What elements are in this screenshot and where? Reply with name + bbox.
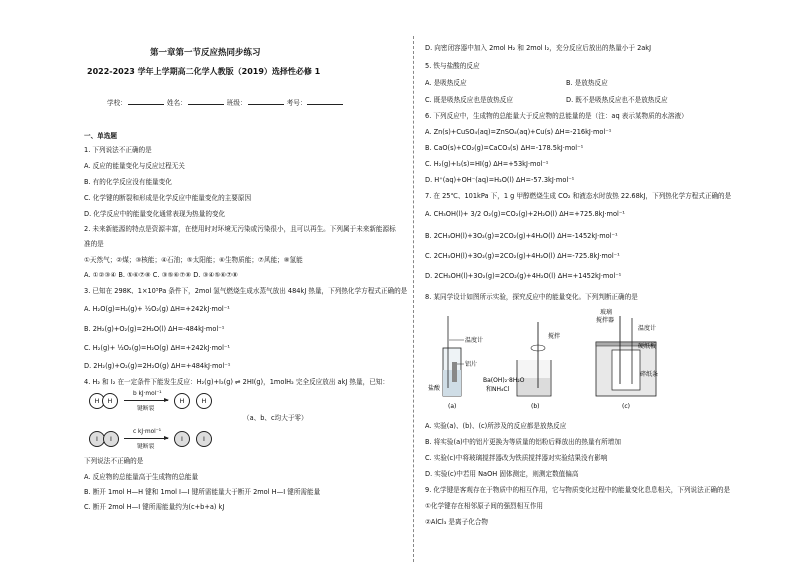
label-glass: 玻璃 xyxy=(600,309,613,316)
label-thermometer-c: 温度计 xyxy=(638,325,657,332)
i-atom: I xyxy=(89,431,105,447)
name-blank[interactable] xyxy=(188,98,224,105)
q3-option-b: B. 2H₂(g)+O₂(g)=2H₂O(l) ΔH=-484kJ·mol⁻¹ xyxy=(84,325,225,333)
experiment-c xyxy=(596,308,658,410)
q1-stem: 1. 下列说法不正确的是 xyxy=(84,146,152,154)
page-subtitle: 2022-2023 学年上学期高二化学人教版（2019）选择性必修 1 xyxy=(87,67,321,76)
q2-stem-line2: 准的是 xyxy=(84,240,104,248)
label-baoh: Ba(OH)₂·8H₂O xyxy=(483,377,525,384)
experiment-a xyxy=(428,316,483,410)
label-nh4cl: 和NH₄Cl xyxy=(486,386,510,393)
section-heading: 一、单选题 xyxy=(84,132,117,140)
bond-break-arrow xyxy=(124,438,168,439)
q7-option-b: B. 2CH₃OH(l)+3O₂(g)=2CO₂(g)+4H₂O(l) ΔH=-1452kJ·mol⁻¹ xyxy=(425,232,618,240)
q5-option-c: C. 既是吸热反应也是放热反应 xyxy=(425,96,513,104)
page-title: 第一章第一节反应热同步练习 xyxy=(150,48,261,58)
q8-option-c: C. 实验(c)中将玻璃搅拌器改为铁质搅拌器对实验结果没有影响 xyxy=(425,454,608,462)
class-label: 班级： xyxy=(226,99,247,107)
q6-stem: 6. 下列反应中，生成物的总能量大于反应物的总能量的是（注：aq 表示某物质的水溶液） xyxy=(425,112,688,120)
q8-stem: 8. 某同学设计如图所示实验，探究反应中的能量变化。下列判断正确的是 xyxy=(425,293,638,301)
q5-option-d: D. 既不是吸热反应也不是放热反应 xyxy=(566,96,668,104)
q6-option-c: C. H₂(g)+I₂(s)=HI(g) ΔH=+53kJ·mol⁻¹ xyxy=(425,160,549,168)
h-atom: H xyxy=(89,393,105,409)
q3-option-c: C. H₂(g)+ ½O₂(g)=H₂O(g) ΔH=+242kJ·mol⁻¹ xyxy=(84,344,231,352)
q3-stem: 3. 已知在 298K、1×10⁵Pa 条件下，2mol 氢气燃烧生成水蒸气放出 484kJ 热量，下列热化学方程式正确的是 xyxy=(84,287,408,295)
id-blank[interactable] xyxy=(307,98,343,105)
q4-option-d: D. 向密闭容器中加入 2mol H₂ 和 2mol I₂，充分反应后放出的热量小于 2akJ xyxy=(425,44,652,52)
q5-option-b: B. 是放热反应 xyxy=(566,79,608,87)
label-board: 硬纸板 xyxy=(638,343,657,350)
column-divider xyxy=(413,36,414,562)
q4-option-a: A. 反应物的总能量高于生成物的总能量 xyxy=(84,473,199,481)
school-blank[interactable] xyxy=(128,98,164,105)
experiment-figure xyxy=(420,304,660,416)
q5-stem: 5. 铁与盐酸的反应 xyxy=(425,62,480,70)
caption-c: (c) xyxy=(622,403,630,410)
q4-option-b: B. 断开 1mol H—H 键和 1mol I—I 键所需能量大于断开 2mol H—I 键所需能量 xyxy=(84,488,321,496)
q8-option-d: D. 实验(c)中若用 NaOH 固体测定，则测定数值偏高 xyxy=(425,470,579,478)
label-stir: 搅拌 xyxy=(548,333,561,340)
q2-stem-line1: 2. 未来新能源的特点是资源丰富，在使用时对环境无污染或污染很小，且可以再生。下列属于未来新能源标 xyxy=(84,225,396,233)
name-label: 姓名： xyxy=(166,99,187,107)
q5-option-a: A. 是吸热反应 xyxy=(425,79,467,87)
label-paper: 碎纸条 xyxy=(640,371,659,378)
q7-stem: 7. 在 25℃、101kPa 下，1 g 甲醇燃烧生成 CO₂ 和液态水时放热 22.68kJ，下列热化学方程式正确的是 xyxy=(425,192,732,200)
q3-option-a: A. H₂O(g)=H₂(g)+ ½O₂(g) ΔH=+242kJ·mol⁻¹ xyxy=(84,305,230,313)
label-aluminum: 铝片 xyxy=(465,361,478,368)
h-atom: H xyxy=(196,393,212,409)
label-thermometer: 温度计 xyxy=(465,337,484,344)
inner-beaker xyxy=(612,350,640,390)
q9-item-2: ②AlCl₃ 是离子化合物 xyxy=(425,518,488,526)
caption-a: (a) xyxy=(448,403,457,410)
q6-option-d: D. H⁺(aq)+OH⁻(aq)=H₂O(l) ΔH=-57.3kJ·mol⁻¹ xyxy=(425,176,575,184)
q4-stem2: 下列说法不正确的是 xyxy=(84,457,144,465)
q7-option-a: A. CH₃OH(l)+ 3/2 O₂(g)=CO₂(g)+2H₂O(l) ΔH=+725.8kJ·mol⁻¹ xyxy=(425,210,625,218)
label-acid: 盐酸 xyxy=(428,385,441,392)
q9-item-1: ①化学键存在相邻原子间的强烈相互作用 xyxy=(425,502,544,510)
q2-options: A. ①②③④ B. ⑤⑥⑦⑧ C. ③⑤⑥⑦⑧ D. ③④⑤⑥⑦⑧ xyxy=(84,271,238,279)
q2-items: ①天然气；②煤；③核能；④石油；⑤太阳能；⑥生物质能；⑦风能；⑧氢能 xyxy=(84,256,303,264)
q7-option-c: C. 2CH₃OH(l)+3O₂(g)=2CO₂(g)+4H₂O(l) ΔH=-725.8kJ·mol⁻¹ xyxy=(425,252,620,260)
h-atom: H xyxy=(174,393,190,409)
q4-stem: 4. H₂ 和 I₂ 在一定条件下能发生反应：H₂(g)+I₂(g) ⇌ 2HI(g)，1molH₂ 完全反应放出 akJ 热量，已知： xyxy=(84,378,389,386)
i-atom: I xyxy=(196,431,212,447)
bond-break-label: 键断裂 xyxy=(137,444,155,450)
q8-option-a: A. 实验(a)、(b)、(c)所涉及的反应都是放热反应 xyxy=(425,422,567,430)
label-stirrer: 搅拌器 xyxy=(596,317,615,324)
q7-option-d: D. 2CH₃OH(l)+3O₂(g)=2CO₂(g)+4H₂O(l) ΔH=+1452kJ·mol⁻¹ xyxy=(425,272,622,280)
q6-option-a: A. Zn(s)+CuSO₄(aq)=ZnSO₄(aq)+Cu(s) ΔH=-216kJ·mol⁻¹ xyxy=(425,128,612,136)
i-atom: I xyxy=(174,431,190,447)
i-atom: I xyxy=(103,431,119,447)
q6-option-b: B. CaO(s)+CO₂(g)=CaCO₃(s) ΔH=-178.5kJ·mol⁻¹ xyxy=(425,144,584,152)
class-blank[interactable] xyxy=(248,98,284,105)
bond-break-label: 键断裂 xyxy=(137,406,155,412)
q1-option-d: D. 化学反应中的能量变化通常表现为热量的变化 xyxy=(84,210,226,218)
q4-option-c: C. 断开 2mol H—I 键所需能量约为(c+b+a) kJ xyxy=(84,503,225,511)
h-atom: H xyxy=(102,393,118,409)
bond-energy-b: b kJ·mol⁻¹ xyxy=(133,391,162,397)
student-info-row xyxy=(107,98,344,107)
q1-option-c: C. 化学键的断裂和形成是化学反应中能量变化的主要原因 xyxy=(84,194,252,202)
experiment-b xyxy=(483,322,560,410)
q3-option-d: D. 2H₂(g)+O₂(g)=2H₂O(g) ΔH=+484kJ·mol⁻¹ xyxy=(84,362,231,370)
q8-option-b: B. 将实验(a)中的铝片更换为等质量的铝粉后释放出的热量有所增加 xyxy=(425,438,621,446)
id-label: 考号： xyxy=(286,99,307,107)
q4-note: （a、b、c均大于零） xyxy=(243,414,308,422)
aluminum-strip xyxy=(452,362,457,382)
q9-stem: 9. 化学键是客观存在于物质中的相互作用，它与物质变化过程中的能量变化息息相关，下列说法正确的是 xyxy=(425,486,731,494)
q1-option-a: A. 反应的能量变化与反应过程无关 xyxy=(84,162,185,170)
q1-option-b: B. 有的化学反应没有能量变化 xyxy=(84,178,172,186)
school-label: 学校： xyxy=(107,99,127,107)
caption-b: (b) xyxy=(531,403,540,410)
bond-break-arrow xyxy=(124,400,168,401)
bond-energy-c: c kJ·mol⁻¹ xyxy=(133,429,162,435)
